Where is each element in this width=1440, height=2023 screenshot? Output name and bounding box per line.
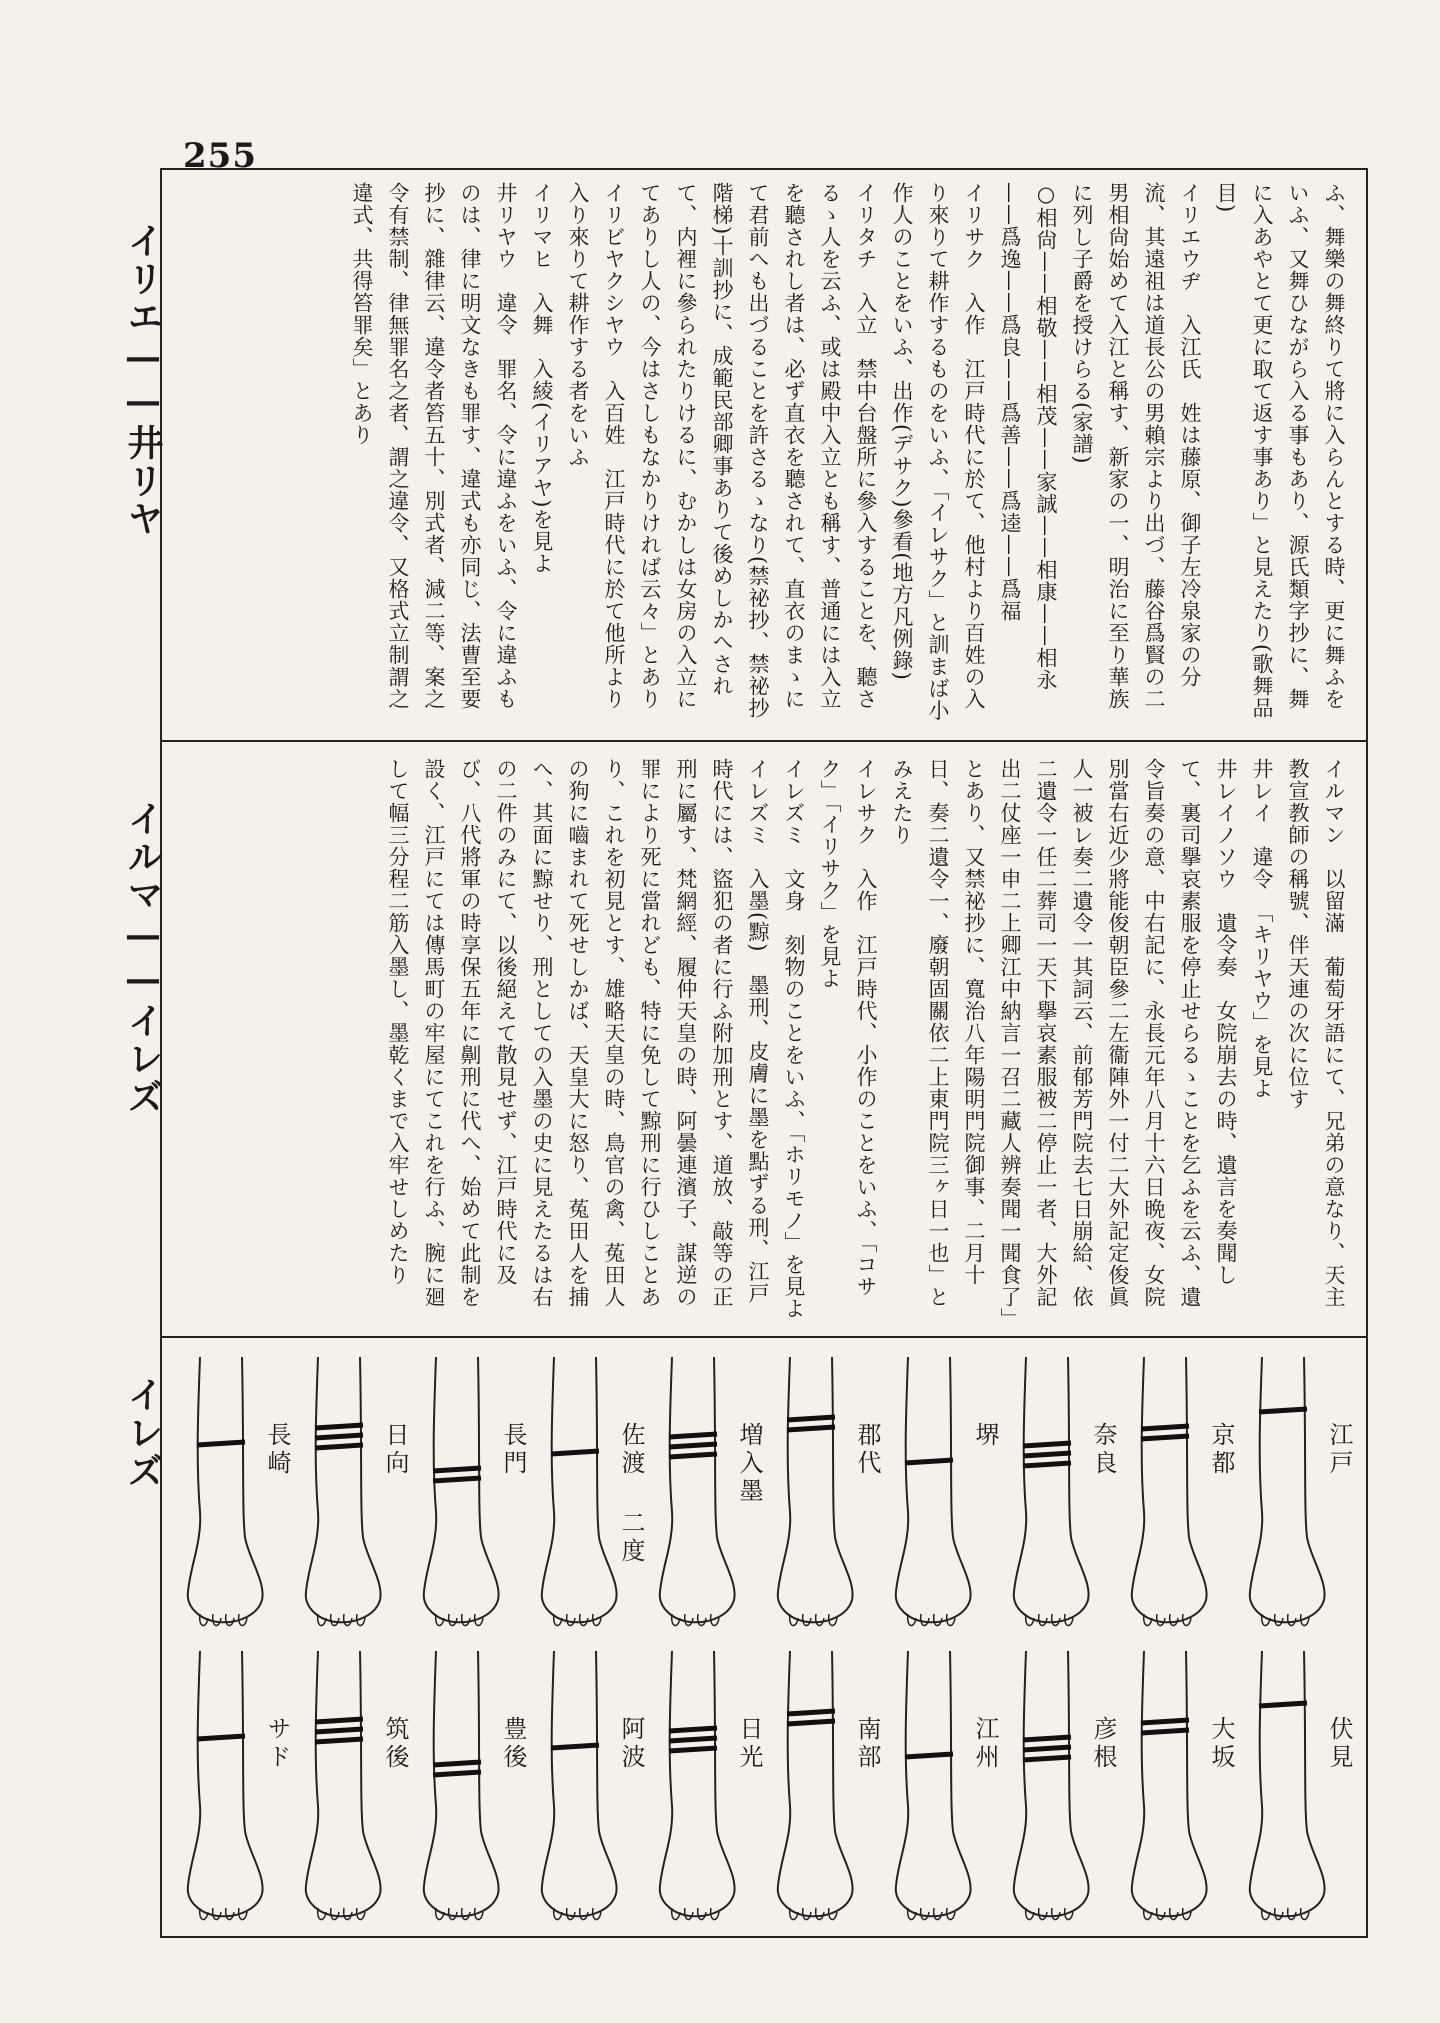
arm-outline xyxy=(424,1651,499,1916)
arm-outline xyxy=(188,1651,263,1916)
entry: イルマン 以留滿 葡萄牙語にて、兄弟の意なり、天主教宣教師の稱號、伴天連の次に位す xyxy=(1286,758,1346,1308)
entries-section-2 xyxy=(176,758,1352,1322)
finger-line xyxy=(934,1614,942,1626)
arm-outline xyxy=(306,1651,381,1916)
finger-line xyxy=(698,1614,706,1626)
tattoo-band xyxy=(433,1478,481,1481)
tattoo-band xyxy=(315,1425,363,1428)
finger-line xyxy=(226,1614,234,1626)
side-label-3: イレズ xyxy=(122,1376,164,1490)
finger-line xyxy=(816,1908,824,1920)
finger-line xyxy=(580,1614,588,1626)
tattoo-band xyxy=(905,1460,953,1463)
tattoo-band xyxy=(669,1444,717,1447)
finger-line xyxy=(213,1908,221,1920)
arm-illustration xyxy=(170,1352,315,1632)
tattoo-band xyxy=(1141,1730,1189,1733)
entry: イリマヒ 入舞 入綾(イリアヤ)を見よ xyxy=(530,182,554,575)
arm-illustration xyxy=(170,1646,315,1926)
tattoo-band xyxy=(551,1745,599,1748)
tattoo-band xyxy=(1141,1436,1189,1439)
arm-outline xyxy=(778,1357,853,1622)
finger-line xyxy=(462,1908,470,1920)
arm-label: 堺 xyxy=(971,1422,999,1450)
section-divider-2 xyxy=(160,1336,1368,1338)
tattoo-band xyxy=(551,1451,599,1454)
finger-line xyxy=(449,1614,457,1626)
arm-label: 江州 xyxy=(971,1716,999,1772)
tattoo-band xyxy=(315,1739,363,1742)
tattoo-band xyxy=(1023,1737,1071,1740)
arm-outline xyxy=(1250,1651,1325,1916)
entry: イレサク 入作 江戸時代、小作のことをいふ、「コサク」「イリサク」を見よ xyxy=(818,758,878,1298)
finger-line xyxy=(698,1908,706,1920)
finger-line xyxy=(921,1614,929,1626)
finger-line xyxy=(1288,1908,1296,1920)
tattoo-band xyxy=(1141,1426,1189,1429)
tattoo-illustrations xyxy=(162,1344,1366,1936)
tattoo-band xyxy=(1023,1757,1071,1760)
arm-drawing xyxy=(170,1352,315,1632)
tattoo-band xyxy=(669,1434,717,1437)
entry: 井レイ 違令 「キリヤウ」を見よ xyxy=(1250,758,1274,1100)
tattoo-band xyxy=(1259,1409,1307,1412)
arm-label: 阿波 xyxy=(617,1716,645,1772)
tattoo-band xyxy=(787,1427,835,1430)
finger-line xyxy=(344,1908,352,1920)
finger-line xyxy=(344,1614,352,1626)
arm-outline xyxy=(778,1651,853,1916)
arm-label: 伏見 xyxy=(1325,1716,1353,1772)
arm-outline xyxy=(1250,1357,1325,1622)
finger-line xyxy=(331,1614,339,1626)
page-number: 255 xyxy=(183,136,257,176)
finger-line xyxy=(1157,1908,1165,1920)
finger-line xyxy=(1170,1908,1178,1920)
finger-line xyxy=(1157,1614,1165,1626)
arm-label: 豊後 xyxy=(499,1716,527,1772)
tattoo-band xyxy=(669,1728,717,1731)
finger-line xyxy=(567,1908,575,1920)
entry: イリサク 入作 江戸時代に於て、他村より百姓の入り來りて耕作するものをいふ、「イレサク」と訓まば小作人のことをいふ、出作(デサク)參看(地方凡例錄) xyxy=(890,182,986,722)
arm-label: 増入墨 xyxy=(735,1422,763,1506)
entry: イレズミ 文身 刻物のことをいふ、「ホリモノ」を見よ xyxy=(782,758,806,1320)
arm-outline xyxy=(542,1357,617,1622)
entries-section-1 xyxy=(176,182,1352,727)
arm-label: 奈良 xyxy=(1089,1422,1117,1478)
tattoo-band xyxy=(787,1711,835,1714)
side-label-2: イルマ——イレズ xyxy=(122,800,164,1116)
finger-line xyxy=(803,1908,811,1920)
tattoo-band xyxy=(1141,1720,1189,1723)
arm-label: 長崎 xyxy=(263,1422,291,1478)
entry: ふ、舞樂の舞終りて將に入らんとする時、更に舞ふをいふ、又舞ひながら入る事もあり、源氏類字抄に、舞に入あやとて更に取て返す事あり」と見えたり(歌舞品目) xyxy=(1214,182,1346,720)
tattoo-band xyxy=(197,1736,245,1739)
side-label-1: イリエ——井リヤ xyxy=(122,222,164,538)
entry: イリエウヂ 入江氏 姓は藤原、御子左冷泉家の分流、其遠祖は道長公の男賴宗より出づ、藤谷爲賢の二男相尙始めて入江と稱す、新家の一、明治に至り華族に列し子爵を授けらる(家譜) xyxy=(1070,182,1202,710)
tattoo-band xyxy=(315,1719,363,1722)
genealogy-line: ○相尙——相敬——相茂——家誠——相康——相永——爲逸——爲良——爲善——爲逵——爲福 xyxy=(998,182,1058,691)
entry: イリビヤクシヤウ 入百姓 江戸時代に於て他所より入り來りて耕作する者をいふ xyxy=(566,182,626,710)
tattoo-band xyxy=(787,1417,835,1420)
entry: 井リヤウ 違令 罪名、令に違ふをいふ、令に違ふものは、律に明文なきも罪す、違式も亦同じ、法曹至要抄に、雜律云、違令者笞五十、別式者、減二等、案之令有禁制、律無罪名之者、謂之違令、又格式立制謂之違式、共得笞罪矣」とあり xyxy=(350,182,518,710)
tattoo-band xyxy=(433,1772,481,1775)
finger-line xyxy=(1052,1908,1060,1920)
finger-line xyxy=(921,1908,929,1920)
arm-label: 京都 xyxy=(1207,1422,1235,1478)
arm-outline xyxy=(306,1357,381,1622)
tattoo-band xyxy=(787,1721,835,1724)
entry: イレズミ 入墨(黥) 墨刑、皮膚に墨を點ずる刑、江戸時代には、盜犯の者に行ふ附加刑とす、道放、敲等の正刑に屬す、梵網經、履仲天皇の時、阿曇連濱子、謀逆の罪により死に當れども、特に免して黥刑に行ひしことあり、これを初見とす、雄略天皇の時、鳥官の禽、菟田人の狗に嚙まれて死せしかば、天皇大に怒り、菟田人を捕へ、其面に黥せり、刑としての入墨の史に見えたるは右の二件のみにて、以後絕えて散見せず、江戸時代に及び、八代將軍の時享保五年に劓刑に代へ、始めて此制を設く、江戸にては傳馬町の牢屋にてこれを行ふ、腕に廻して幅三分程二筋入墨し、墨乾くまで入牢せしめたり xyxy=(386,758,770,1308)
finger-line xyxy=(1052,1614,1060,1626)
arm-label: 彦根 xyxy=(1089,1716,1117,1772)
tattoo-band xyxy=(197,1442,245,1445)
tattoo-band xyxy=(1023,1463,1071,1466)
finger-line xyxy=(580,1908,588,1920)
finger-line xyxy=(331,1908,339,1920)
finger-line xyxy=(1275,1908,1283,1920)
section-divider-1 xyxy=(160,740,1368,742)
arm-outline xyxy=(542,1651,617,1916)
arm-outline xyxy=(1014,1651,1089,1916)
arm-label: 日向 xyxy=(381,1422,409,1478)
tattoo-band xyxy=(1023,1443,1071,1446)
finger-line xyxy=(1039,1614,1047,1626)
arm-label: 日光 xyxy=(735,1716,763,1772)
arm-label: 筑後 xyxy=(381,1716,409,1772)
arm-outline xyxy=(424,1357,499,1622)
finger-line xyxy=(934,1908,942,1920)
finger-line xyxy=(567,1614,575,1626)
arm-label: 南部 xyxy=(853,1716,881,1772)
finger-line xyxy=(803,1614,811,1626)
arm-label: 長門 xyxy=(499,1422,527,1478)
finger-line xyxy=(1275,1614,1283,1626)
tattoo-band xyxy=(669,1748,717,1751)
arm-label: 大坂 xyxy=(1207,1716,1235,1772)
arm-outline xyxy=(896,1651,971,1916)
tattoo-band xyxy=(315,1435,363,1438)
arm-outline xyxy=(188,1357,263,1622)
tattoo-band xyxy=(905,1754,953,1757)
tattoo-band xyxy=(1023,1453,1071,1456)
finger-line xyxy=(462,1614,470,1626)
finger-line xyxy=(1288,1614,1296,1626)
arm-outline xyxy=(1132,1357,1207,1622)
tattoo-band xyxy=(433,1468,481,1471)
tattoo-band xyxy=(433,1762,481,1765)
tattoo-band xyxy=(315,1729,363,1732)
tattoo-band xyxy=(1259,1703,1307,1706)
tattoo-band xyxy=(1023,1747,1071,1750)
finger-line xyxy=(685,1614,693,1626)
finger-line xyxy=(1170,1614,1178,1626)
arm-outline xyxy=(660,1357,735,1622)
tattoo-band xyxy=(669,1738,717,1741)
arm-drawing xyxy=(170,1646,315,1926)
finger-line xyxy=(685,1908,693,1920)
finger-line xyxy=(213,1614,221,1626)
finger-line xyxy=(226,1908,234,1920)
tattoo-band xyxy=(315,1445,363,1448)
arm-label: 佐渡 二度 xyxy=(617,1422,645,1566)
arm-outline xyxy=(896,1357,971,1622)
entry: イリタチ 入立 禁中台盤所に參入することを、聽さるゝ人を云ふ、或は殿中入立とも稱す、普通には入立を聽されし者は、必ず直衣を聽されて、直衣のまゝにて君前へも出づることを許さるゝなり(禁祕抄、禁祕抄階梯)十訓抄に、成範民部卿事ありて後めしかへされて、内裡に參られたりけるに、むかしは女房の入立にてありし人の、今はさしもなかりければ云々」とあり xyxy=(638,182,878,720)
arm-label: サド xyxy=(263,1716,291,1772)
arm-label: 郡代 xyxy=(853,1422,881,1478)
finger-line xyxy=(1039,1908,1047,1920)
arm-outline xyxy=(660,1651,735,1916)
arm-outline xyxy=(1014,1357,1089,1622)
arm-outline xyxy=(1132,1651,1207,1916)
finger-line xyxy=(449,1908,457,1920)
tattoo-band xyxy=(669,1454,717,1457)
arm-label: 江戸 xyxy=(1325,1422,1353,1478)
entry: 井レイノソウ 遺令奏 女院崩去の時、遺言を奏聞して、裏司擧哀素服を停止せらるゝことを乞ふを云ふ、遺令旨奏の意、中右記に、永長元年八月十六日晩夜、女院別當右近少將能俊朝臣參二左衞陣外一付二大外記定俊眞人一被レ奏二遺令一其詞云、前郁芳門院去七日崩給、依二遺令一任二葬司一天下擧哀素服被二停止一者、大外記出二仗座一申二上卿江中納言一召二藏人辨奏聞一聞食了」とあり、又禁祕抄に、寬治八年陽明門院御事、二月十日、奏二遺令一、廢朝固關依二上東門院三ヶ日一也」とみえたり xyxy=(890,758,1238,1320)
finger-line xyxy=(816,1614,824,1626)
